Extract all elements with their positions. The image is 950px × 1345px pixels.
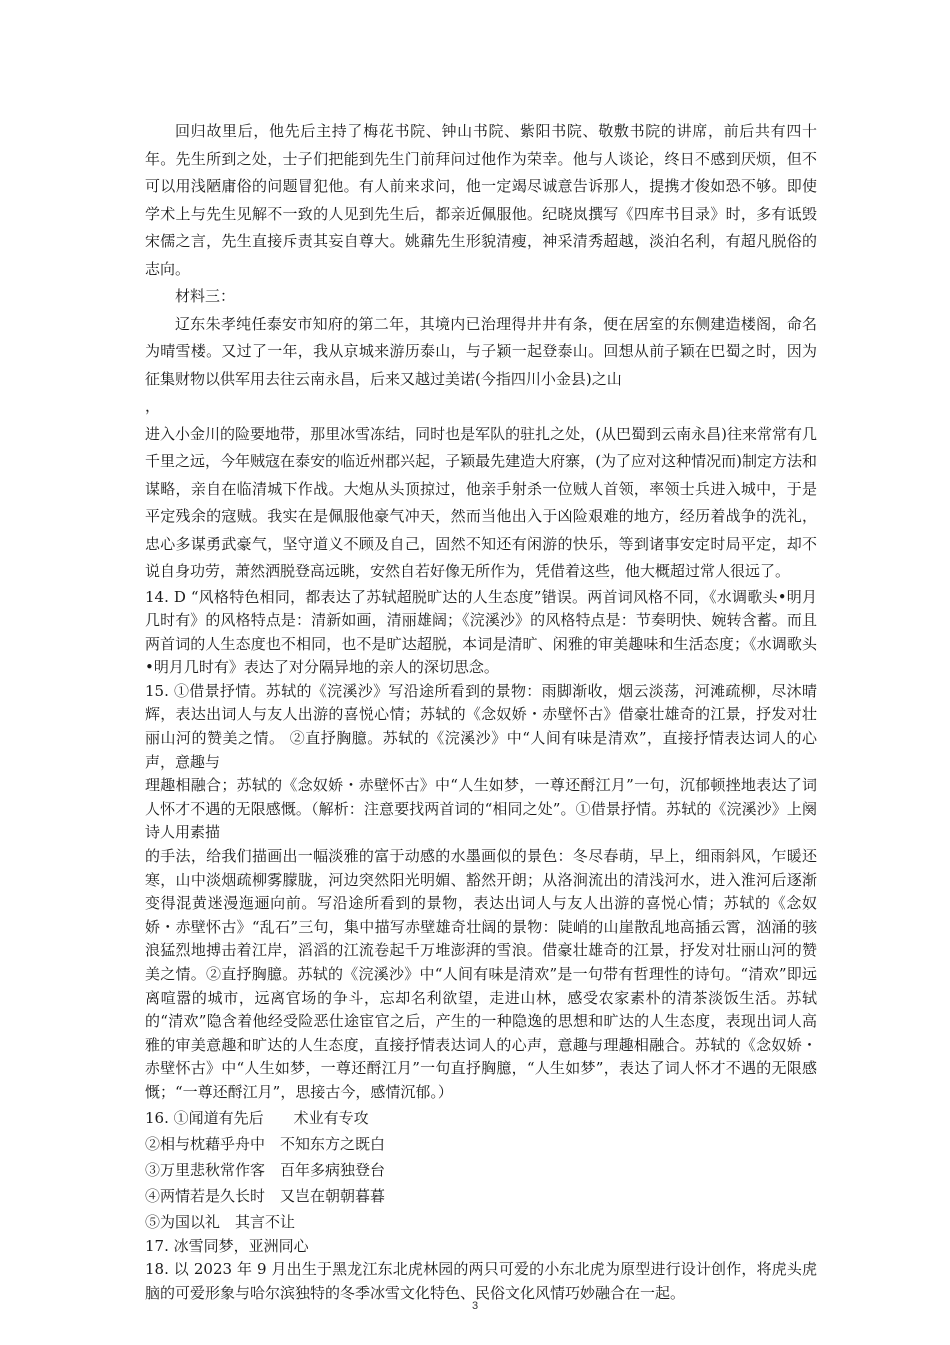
answer-14-section (145, 586, 817, 680)
answer-16-line: 16. ①闻道有先后 术业有专攻 (145, 1108, 369, 1127)
material-2-section (145, 118, 817, 283)
answer-15-part-3: 的手法，给我们描画出一幅淡雅的富于动感的水墨画似的景色：冬尽春萌，早上，细雨斜风，乍暖还寒，山中淡烟疏柳雾朦胧，河边突然阳光明媚、豁然开朗；从洛涧流出的清浅河水，进入淮河后逐渐变得混黄迷漫迤逦向前。写沿途所看到的景物，表达出词人与友人出游的喜悦心情；苏轼的《念奴娇・赤壁怀古》“乱石”三句，集中描写赤壁雄奇壮阔的景物：陡峭的山崖散乱地高插云霄，汹涌的骇浪猛烈地搏击着江岸，滔滔的江流卷起千万堆澎湃的雪浪。借豪壮雄奇的江景，抒发对壮丽山河的赞美之情。②直抒胸臆。苏轼的《浣溪沙》中“人间有味是清欢”是一句带有哲理性的诗句。“清欢”即远离喧嚣的城市，远离官场的争斗，忘却名利欲望，走进山林，感受农家素朴的清茶淡饭生活。苏轼的“清欢”隐含着他经受险恶仕途宦官之后，产生的一种隐逸的思想和旷达的人生态度，表现出词人高雅的审美意趣和旷达的人生态度，直接抒情表达词人的心声，意趣与理趣相融合。苏轼的《念奴娇・赤壁怀古》中“人生如梦，一尊还酹江月”一句直抒胸臆，“人生如梦”，表达了词人怀才不遇的无限感慨；“一尊还酹江月”，思接古今，感情沉郁。） (145, 847, 817, 1101)
material-3-section (145, 283, 817, 586)
answer-16-line: ④两情若是久长时 又岂在朝朝暮暮 (145, 1186, 386, 1205)
answer-16-line: ③万里悲秋常作客 百年多病独登台 (145, 1160, 386, 1179)
material-3-paragraph-2: 进入小金川的险要地带，那里冰雪冻结，同时也是军队的驻扎之处，(从巴蜀到云南永昌)往来常常有几千里之远，今年贼寇在泰安的临近州郡兴起，子颖最先建造大府寨，(为了应对这种情况而)制定方法和谋略，亲自在临清城下作战。大炮从头顶掠过，他亲手射杀一位贼人首领，率领士兵进入城中，于是平定残余的寇贼。我实在是佩服他豪气冲天，然而当他出入于凶险艰难的地方，经历着战争的洗礼，忠心多谋勇武豪气，坚守道义不顾及自己，固然不知还有闲游的快乐，等到诸事安定时局平定，却不说自身功劳，萧然洒脱登高远眺，安然自若好像无所作为，凭借着这些，他大概超过常人很远了。 (145, 424, 817, 580)
material-3-stray-comma: ， (145, 397, 161, 415)
material-3-heading: 材料三： (175, 287, 236, 305)
answer-15-part-2: 理趣相融合；苏轼的《念奴娇・赤壁怀古》中“人生如梦，一尊还酹江月”一句，沉郁顿挫地表达了词人怀才不遇的无限感慨。（解析：注意要找两首词的“相同之处”。①借景抒情。苏轼的《浣溪沙》上阕诗人用素描 (145, 776, 817, 842)
answer-15-part-1: 15. ①借景抒情。苏轼的《浣溪沙》写沿途所看到的景物：雨脚渐收，烟云淡荡，河滩疏柳，尽沐晴辉，表达出词人与友人出游的喜悦心情；苏轼的《念奴娇・赤壁怀古》借豪壮雄奇的江景，抒发对壮丽山河的赞美之情。 ②直抒胸臆。苏轼的《浣溪沙》中“人间有味是清欢”，直接抒情表达词人的心声，意趣与 (145, 681, 817, 771)
document-page (145, 118, 817, 1305)
answer-16-line: ②相与枕藉乎舟中 不知东方之既白 (145, 1134, 386, 1153)
answer-14-text: 14. D “风格特色相同，都表达了苏轼超脱旷达的人生态度”错误。两首词风格不同，《水调歌头•明月几时有》的风格特点是：清新如画，清丽雄阔；《浣溪沙》的风格特点是：节奏明快、婉转含蓄。而且两首词的人生态度也不相同，也不是旷达超脱，本词是清旷、闲雅的审美趣味和生活态度；《水调歌头•明月几时有》表达了对分隔异地的亲人的深切思念。 (145, 587, 817, 677)
answer-16-section (145, 1105, 817, 1235)
answer-17-section (145, 1235, 817, 1259)
material-3-paragraph-1: 辽东朱孝纯任泰安市知府的第二年，其境内已治理得井井有条，便在居室的东侧建造楼阁，命名为晴雪楼。又过了一年，我从京城来游历泰山，与子颖一起登泰山。回想从前子颖在巴蜀之时，因为征集财物以供军用去往云南永昌，后来又越过美诺(今指四川小金县)之山 (145, 314, 817, 388)
answer-18-section (145, 1258, 817, 1305)
page-number: 3 (471, 1300, 479, 1312)
answer-15-section (145, 680, 817, 1105)
material-2-tail-paragraph: 回归故里后，他先后主持了梅花书院、钟山书院、紫阳书院、敬敷书院的讲席，前后共有四十年。先生所到之处，士子们把能到先生门前拜问过他作为荣幸。他与人谈论，终日不感到厌烦，但不可以用浅陋庸俗的问题冒犯他。有人前来求问，他一定竭尽诚意告诉那人，提携才俊如恐不够。即使学术上与先生见解不一致的人见到先生后，都亲近佩服他。纪晓岚撰写《四库书目录》时，多有诋毁宋儒之言，先生直接斥责其妄自尊大。姚鼐先生形貌清瘦，神采清秀超越，淡泊名利，有超凡脱俗的志向。 (145, 122, 817, 278)
answer-16-line: ⑤为国以礼 其言不让 (145, 1212, 296, 1231)
answer-17-text: 17. 冰雪同梦，亚洲同心 (145, 1236, 309, 1255)
answer-18-text: 18. 以 2023 年 9 月出生于黑龙江东北虎林园的两只可爱的小东北虎为原型进行设计创作，将虎头虎脑的可爱形象与哈尔滨独特的冬季冰雪文化特色、民俗文化风情巧妙融合在一起。 (145, 1260, 817, 1302)
